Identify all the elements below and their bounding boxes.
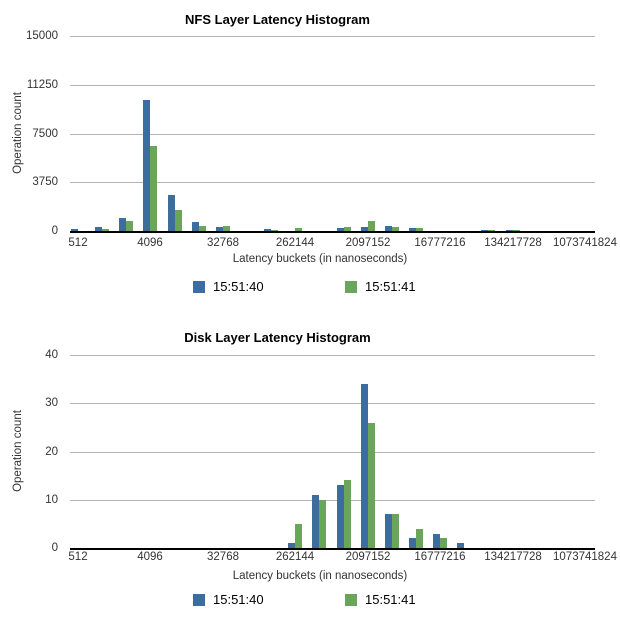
x-tick-label: 262144 [275,237,315,249]
nfs-legend-label-1: 15:51:40 [213,279,264,294]
y-tick-label: 0 [51,225,58,237]
x-tick-label: 512 [68,551,88,563]
y-tick-label: 30 [45,397,58,409]
bar-15:51:41-bucket-8192 [175,210,182,231]
disk-legend-label-2: 15:51:41 [365,592,416,607]
series1-swatch-icon [193,281,205,293]
x-tick-label: 1073741824 [553,237,617,249]
bar-15:51:41-bucket-2097152 [368,423,375,548]
y-gridline [70,500,595,501]
bar-15:51:41-bucket-2048 [126,221,133,231]
x-tick-label: 32768 [207,551,239,563]
series2-swatch-icon [345,594,357,606]
bar-15:51:40-bucket-8192 [168,195,175,231]
x-tick-label: 134217728 [484,551,542,563]
bar-15:51:41-bucket-524288 [319,500,326,548]
x-tick-label: 4096 [137,551,163,563]
bar-15:51:40-bucket-1048576 [337,485,344,548]
x-tick-label: 32768 [207,237,239,249]
y-tick-label: 15000 [26,30,58,42]
bar-15:51:40-bucket-4096 [143,100,150,231]
nfs-chart-title: NFS Layer Latency Histogram [185,12,370,27]
nfs-legend-label-2: 15:51:41 [365,279,416,294]
y-tick-label: 0 [51,542,58,554]
x-tick-label: 512 [68,237,88,249]
nfs-x-axis-title: Latency buckets (in nanoseconds) [232,253,408,265]
y-gridline [70,85,595,86]
x-tick-label: 262144 [275,551,315,563]
disk-legend-label-1: 15:51:40 [213,592,264,607]
nfs-y-axis-title: Operation count [12,92,24,174]
nfs-legend-item-1 [193,279,264,294]
y-gridline [70,403,595,404]
bar-15:51:41-bucket-4096 [150,146,157,231]
disk-legend-item-1 [193,592,264,607]
x-tick-label: 1073741824 [553,551,617,563]
x-tick-label: 4096 [137,237,163,249]
bar-15:51:41-bucket-16777216 [440,538,447,548]
y-tick-label: 40 [45,349,58,361]
y-tick-label: 3750 [32,176,58,188]
bar-15:51:41-bucket-1048576 [344,480,351,548]
bar-15:51:40-bucket-4194304 [385,514,392,548]
y-tick-label: 10 [45,494,58,506]
disk-legend-item-2 [345,592,416,607]
bar-15:51:41-bucket-262144 [295,524,302,548]
disk-chart-title: Disk Layer Latency Histogram [184,330,371,345]
y-gridline [70,355,595,356]
bar-15:51:40-bucket-2097152 [361,384,368,548]
disk-y-axis-title: Operation count [12,410,24,492]
x-axis-line [70,548,595,550]
y-tick-label: 7500 [32,128,58,140]
bar-15:51:40-bucket-16777216 [433,534,440,548]
x-tick-label: 2097152 [345,237,391,249]
disk-legend [0,592,620,606]
x-tick-label: 2097152 [345,551,391,563]
bar-15:51:41-bucket-4194304 [392,514,399,548]
nfs-legend [0,279,620,293]
y-gridline [70,36,595,37]
bar-15:51:40-bucket-524288 [312,495,319,548]
x-tick-label: 16777216 [414,551,466,563]
series1-swatch-icon [193,594,205,606]
series2-swatch-icon [345,281,357,293]
bar-15:51:40-bucket-16384 [192,222,199,231]
bar-15:51:41-bucket-2097152 [368,221,375,231]
bar-15:51:41-bucket-8388608 [416,529,423,548]
bar-15:51:40-bucket-2048 [119,218,126,231]
x-tick-label: 16777216 [414,237,466,249]
y-tick-label: 20 [45,446,58,458]
disk-x-axis-title: Latency buckets (in nanoseconds) [232,570,408,582]
x-tick-label: 134217728 [484,237,542,249]
y-gridline [70,452,595,453]
bar-15:51:40-bucket-8388608 [409,538,416,548]
y-tick-label: 11250 [26,79,58,91]
x-axis-line [70,231,595,233]
nfs-legend-item-2 [345,279,416,294]
